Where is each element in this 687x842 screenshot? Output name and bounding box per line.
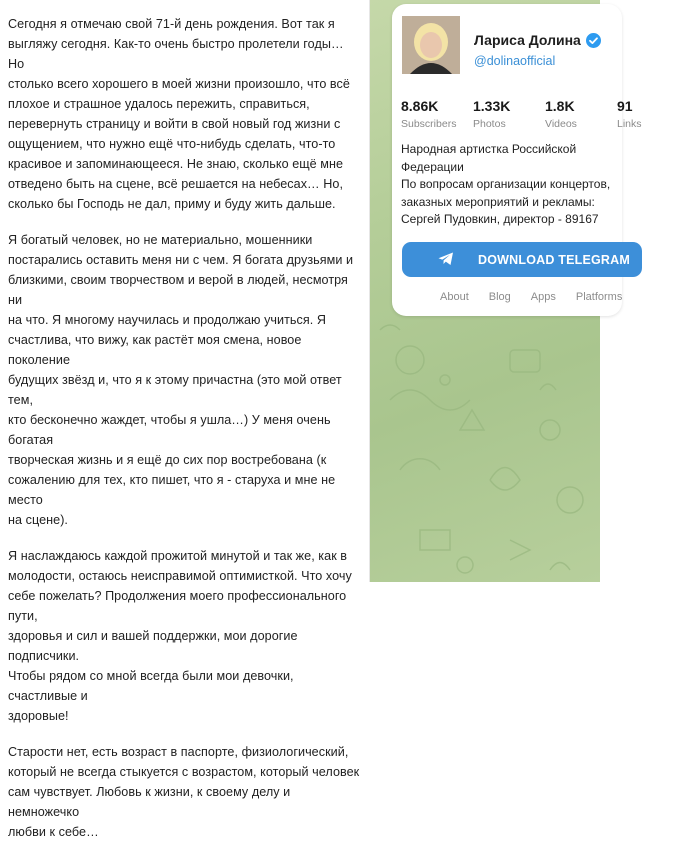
post-line: Чтобы рядом со мной всегда были мои девочки, счастливые и [8, 669, 294, 703]
stat-photos[interactable] [473, 98, 543, 130]
post-line: Я наслаждаюсь каждой прожитой минутой и так же, как в [8, 549, 348, 563]
post-line: счастлива, что вижу, как растёт моя смена, новое поколение [8, 333, 302, 367]
post-line: Сегодня я отмечаю свой 71-й день рождения. Вот так я [8, 17, 335, 31]
stat-subscribers[interactable] [401, 98, 471, 130]
stat-label: Photos [473, 118, 506, 130]
post-line: сколько бы Господь не дал, приму и буду жить дальше. [8, 197, 336, 211]
post-line: молодости, остаюсь неисправимой оптимисткой. Что хочу [8, 569, 352, 583]
footer-link-apps[interactable]: Apps [530, 291, 556, 303]
description-line: Федерации [401, 159, 464, 174]
post-line: перевернуть страницу и войти в свой новый год жизни с [8, 117, 341, 131]
description-line: Народная артистка Российской [401, 142, 577, 156]
stat-value: 1.8K [545, 98, 575, 114]
post-line: красивое и запоминающееся. Не знаю, сколько ещё мне [8, 157, 344, 171]
channel-profile-card [392, 4, 642, 316]
footer-link-blog[interactable]: Blog [488, 291, 511, 303]
post-line: здоровые! [8, 709, 69, 723]
post-line: плохое и страшное удалось пережить, справиться, [8, 97, 310, 111]
download-telegram-label: DOWNLOAD TELEGRAM [478, 252, 630, 267]
stat-label: Subscribers [401, 118, 457, 130]
post-line: отведено быть на сцене, всё решается на небесах… Но, [8, 177, 343, 191]
post-paragraph [8, 230, 361, 530]
post-line: Старости нет, есть возраст в паспорте, физиологический, [8, 745, 349, 759]
channel-name-row [474, 32, 601, 48]
post-line: сожалению для тех, кто пишет, что я - старуха и мне не место [8, 473, 336, 507]
channel-handle[interactable]: @dolinaofficial [474, 54, 556, 68]
description-line: По вопросам организации концертов, [401, 177, 611, 191]
verified-badge-icon [586, 33, 601, 48]
description-line: Сергей Пудовкин, директор - 89167 [401, 212, 599, 226]
stat-value: 91 [617, 98, 633, 114]
footer-links [440, 291, 642, 303]
post-line: близкими, своим творчеством и верой в людей, несмотря ни [8, 273, 348, 307]
post-line: любви к себе… [8, 825, 99, 839]
channel-name: Лариса Долина [474, 32, 581, 48]
post-line: себе пожелать? Продолжения моего профессионального пути, [8, 589, 347, 623]
post-line: сам чувствует. Любовь к жизни, к своему делу и немножечко [8, 785, 291, 819]
stat-videos[interactable] [545, 98, 615, 130]
stat-value: 1.33K [473, 98, 511, 114]
post-line: постарались оставить меня ни с чем. Я богата друзьями и [8, 253, 354, 267]
post-line: который не всегда стыкуется с возрастом, который человек [8, 765, 360, 779]
post-line: кто бесконечно жаждет, чтобы я ушла…) У меня очень богатая [8, 413, 331, 447]
channel-description [401, 141, 651, 229]
post-line: на что. Я многому научилась и продолжаю учиться. Я [8, 313, 327, 327]
stat-label: Links [617, 118, 642, 130]
post-line: будущих звёзд и, что я к этому причастна (это мой ответ тем, [8, 373, 342, 407]
post-line: на сцене). [8, 513, 68, 527]
avatar[interactable] [402, 16, 460, 74]
post-paragraph [8, 742, 361, 842]
post-line: творческая жизнь и я ещё до сих пор востребована (к [8, 453, 327, 467]
post-line: выгляжу сегодня. Как-то очень быстро пролетели годы… Но [8, 37, 344, 71]
post-paragraph [8, 14, 361, 214]
footer-link-about[interactable]: About [440, 291, 469, 303]
avatar-portrait-icon [402, 16, 460, 74]
post-line: Я богатый человек, но не материально, мошенники [8, 233, 313, 247]
stat-links[interactable] [617, 98, 687, 130]
stat-value: 8.86K [401, 98, 439, 114]
description-line: заказных мероприятий и рекламы: [401, 194, 595, 209]
post-line: столько всего хорошего в моей жизни произошло, что всё [8, 77, 350, 91]
post-paragraph [8, 546, 361, 726]
post-line: здоровья и сил и вашей поддержки, мои дорогие подписчики. [8, 629, 298, 663]
download-telegram-button[interactable] [402, 242, 642, 277]
footer-link-platforms[interactable]: Platforms [575, 291, 623, 303]
post-line: ощущением, что нужно ещё что-нибудь сделать, что-то [8, 137, 336, 151]
stat-label: Videos [545, 118, 577, 130]
telegram-plane-icon [438, 252, 454, 266]
